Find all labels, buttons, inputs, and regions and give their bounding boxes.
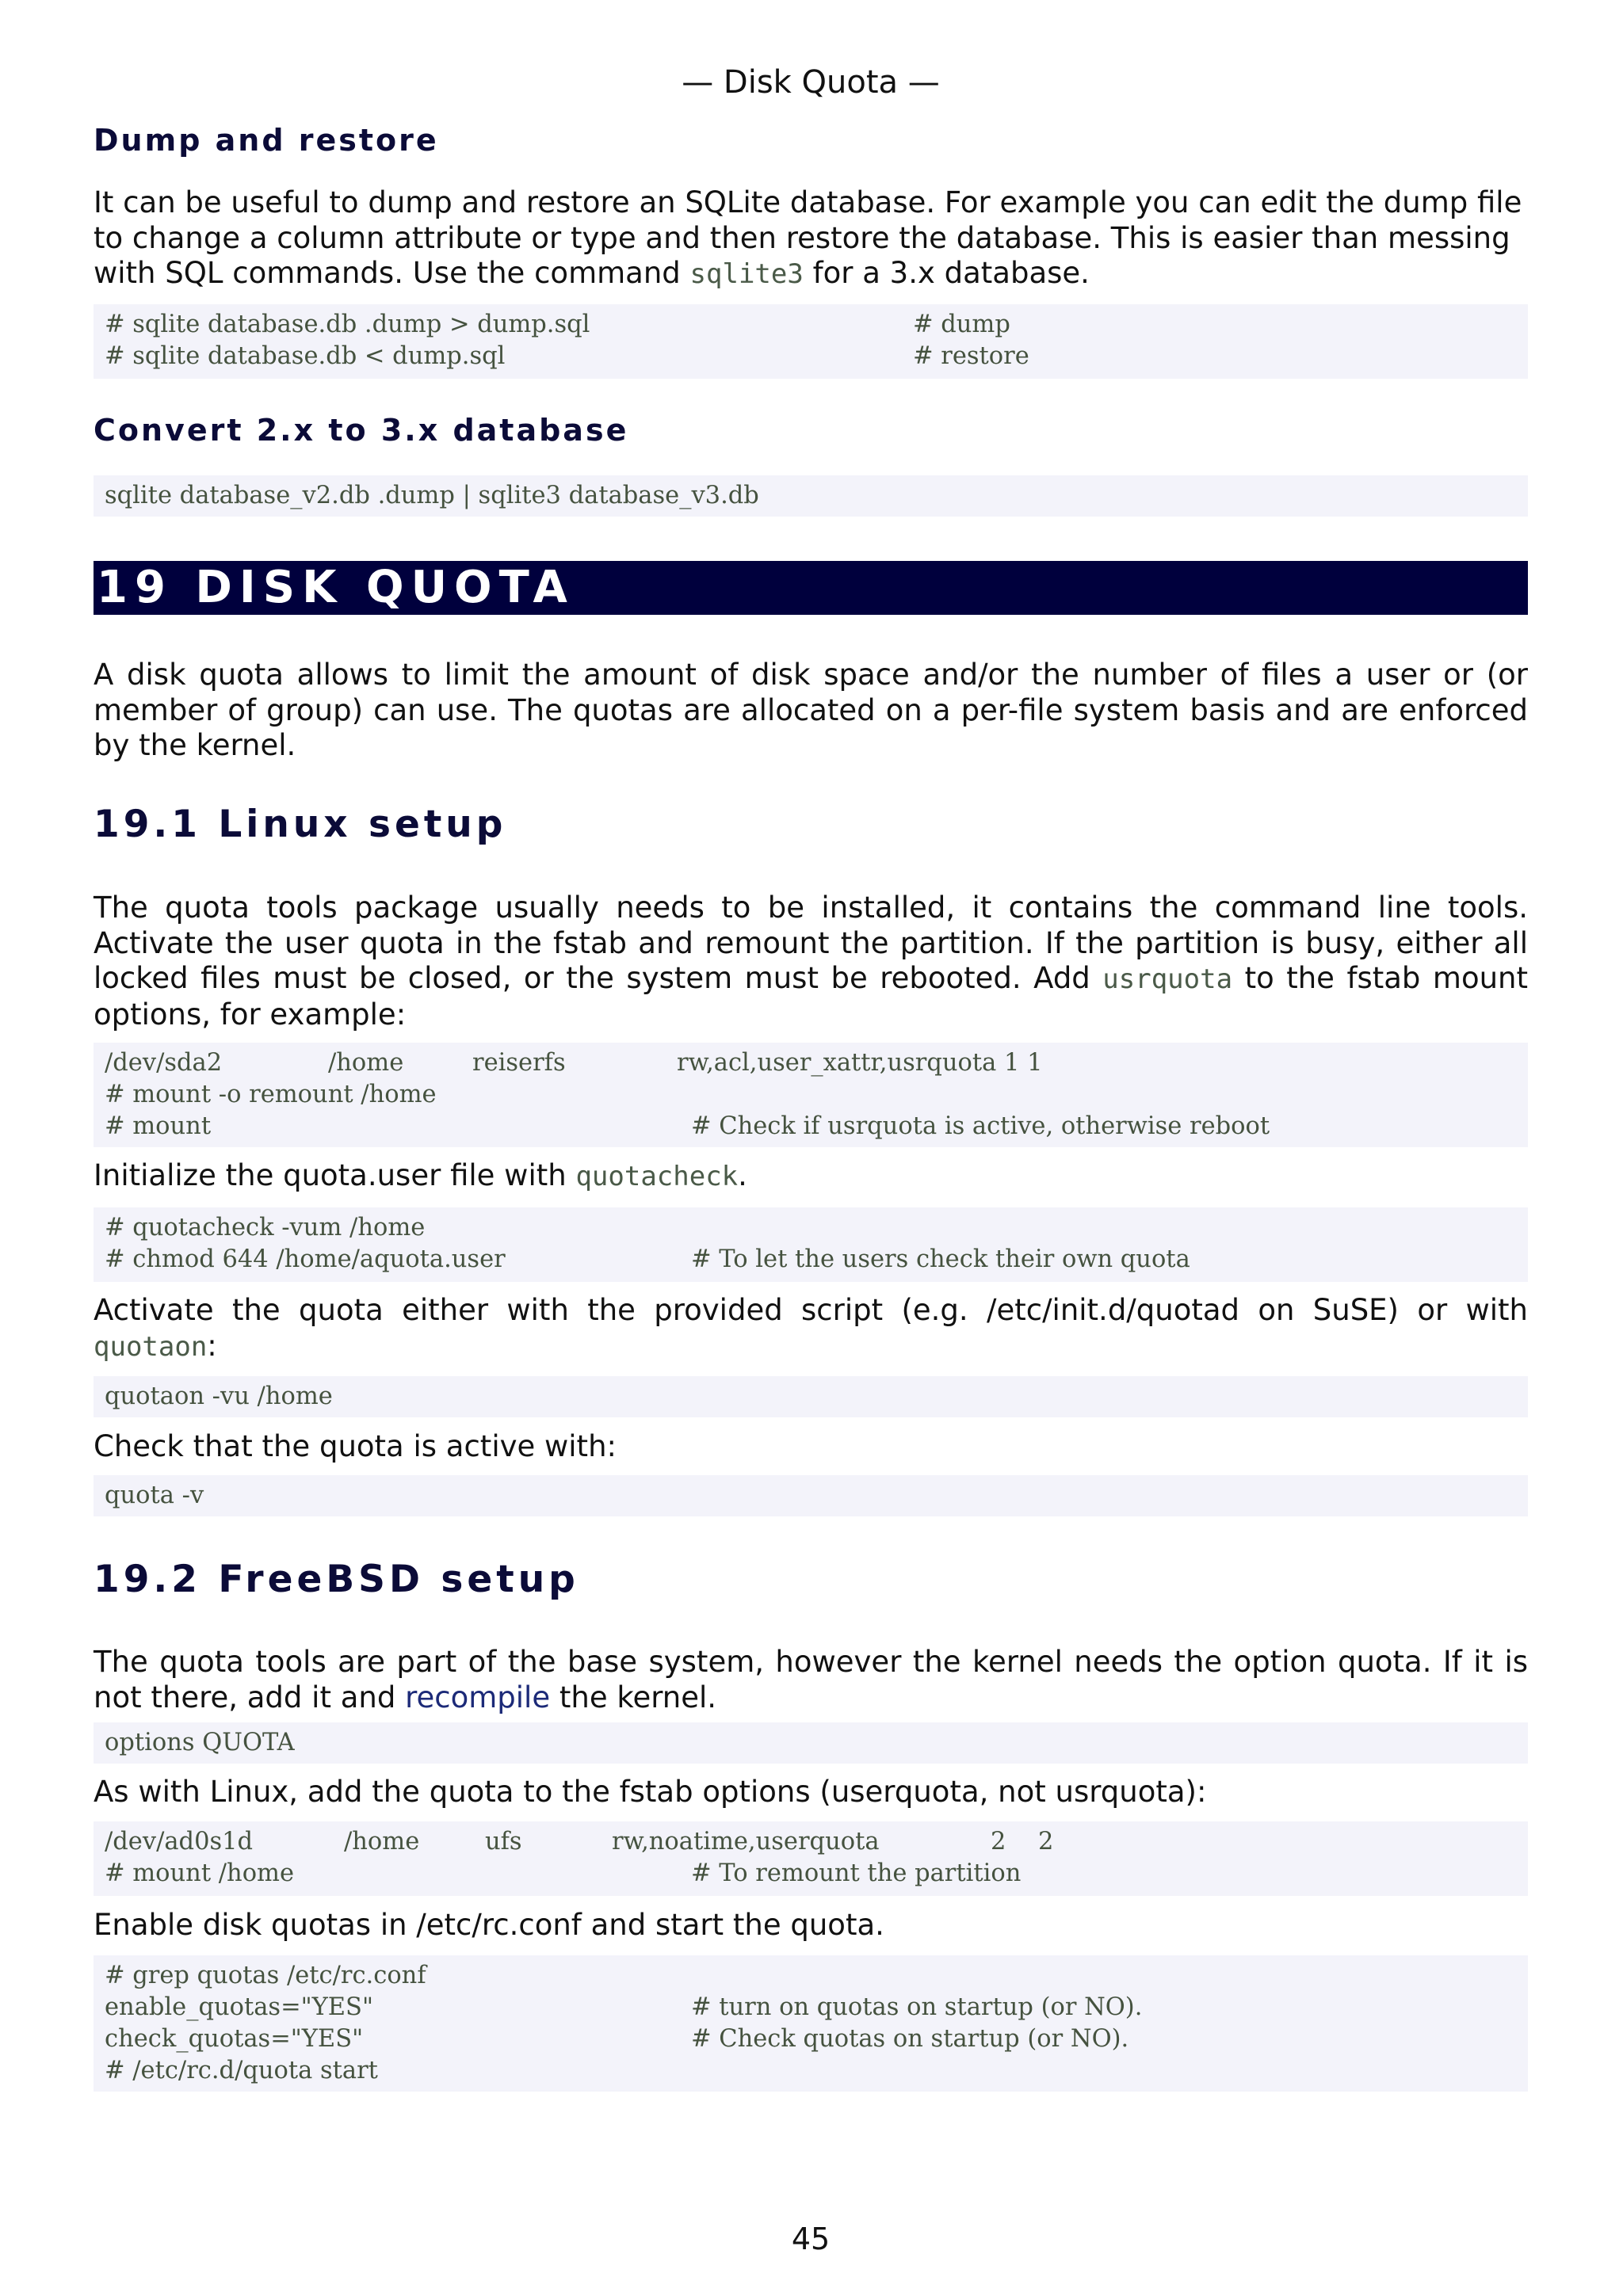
code-block-rc-conf (94, 1955, 1528, 2092)
code-line: # mount -o remount /home (105, 1081, 437, 1108)
inline-code-usrquota: usrquota (1102, 963, 1233, 995)
code-line: # sqlite database.db .dump > dump.sql # dump (105, 311, 1010, 338)
code-line: enable_quotas="YES" # turn on quotas on startup (or NO). (105, 1993, 1143, 2021)
inline-code-sqlite3: sqlite3 (689, 258, 804, 290)
code-line: # /etc/rc.d/quota start (105, 2057, 378, 2084)
code-line: /dev/ad0s1d /home ufs rw,noatime,userquota 2 2 (105, 1828, 1054, 1855)
code-line: # sqlite database.db < dump.sql # restore (105, 342, 1029, 370)
code-block-convert (94, 475, 1528, 517)
code-block-dump-restore (94, 304, 1528, 379)
heading-linux-setup: 19.1 Linux setup (94, 803, 507, 846)
inline-code-quotacheck: quotacheck (575, 1161, 739, 1192)
paragraph-check-quota: Check that the quota is active with: (94, 1429, 617, 1463)
code-line: # quotacheck -vum /home (105, 1214, 426, 1241)
code-line: # grep quotas /etc/rc.conf (105, 1962, 426, 1989)
heading-freebsd-setup: 19.2 FreeBSD setup (94, 1558, 579, 1601)
chapter-heading: 19 DISK QUOTA (94, 561, 1528, 615)
paragraph-linux-intro: The quota tools package usually needs to be installed, it contains the command line tools. Activate the user quota in the fstab and remount the partition. If the partition is busy, either all locked files must be closed, or the system must be rebooted. Add usrquota to the fstab mount options, for example: (94, 891, 1528, 1032)
paragraph-freebsd-intro: The quota tools are part of the base system, however the kernel needs the option quota. If it is not there, add it and recompile the kernel. (94, 1645, 1528, 1714)
link-recompile[interactable]: recompile (405, 1680, 551, 1714)
code-line: quotaon -vu /home (105, 1383, 333, 1410)
paragraph-quotaon: Activate the quota either with the provided script (e.g. /etc/init.d/quotad on SuSE) or with quotaon: (94, 1293, 1528, 1363)
paragraph-chapter-intro: A disk quota allows to limit the amount of disk space and/or the number of files a user or (or member of group) can use. The quotas are allocated on a per-file system basis and are enforced by the kernel. (94, 658, 1528, 762)
heading-convert-database: Convert 2.x to 3.x database (94, 413, 629, 448)
code-line: # mount /home # To remount the partition (105, 1859, 1022, 1887)
code-line: quota -v (105, 1482, 204, 1509)
paragraph-freebsd-fstab: As with Linux, add the quota to the fstab options (userquota, not usrquota): (94, 1775, 1207, 1809)
paragraph-quotacheck: Initialize the quota.user file with quotacheck. (94, 1158, 747, 1192)
code-line: options QUOTA (105, 1729, 295, 1756)
code-line: sqlite database_v2.db .dump | sqlite3 database_v3.db (105, 482, 759, 509)
page-number: 45 (791, 2222, 831, 2256)
inline-code-quotaon: quotaon (94, 1330, 208, 1363)
paragraph-rc-conf: Enable disk quotas in /etc/rc.conf and start the quota. (94, 1908, 884, 1942)
code-line: # chmod 644 /home/aquota.user # To let the users check their own quota (105, 1245, 1190, 1273)
running-header: — Disk Quota — (682, 64, 940, 101)
code-line: check_quotas="YES" # Check quotas on startup (or NO). (105, 2025, 1129, 2053)
code-block-linux-fstab (94, 1043, 1528, 1147)
code-line: /dev/sda2 /home reiserfs rw,acl,user_xattr,usrquota 1 1 (105, 1049, 1043, 1077)
code-block-quota-v (94, 1475, 1528, 1516)
code-block-quotaon (94, 1376, 1528, 1417)
paragraph-dump-restore: It can be useful to dump and restore an SQLite database. For example you can edit the dump file to change a column attribute or type and then restore the database. This is easier than messing with SQL commands. Use the command sqlite3 for a 3.x database. (94, 185, 1522, 290)
code-block-freebsd-fstab (94, 1821, 1528, 1896)
heading-dump-restore: Dump and restore (94, 123, 439, 158)
code-line: # mount # Check if usrquota is active, otherwise reboot (105, 1112, 1270, 1140)
code-block-quotacheck (94, 1207, 1528, 1282)
code-block-options-quota (94, 1722, 1528, 1764)
